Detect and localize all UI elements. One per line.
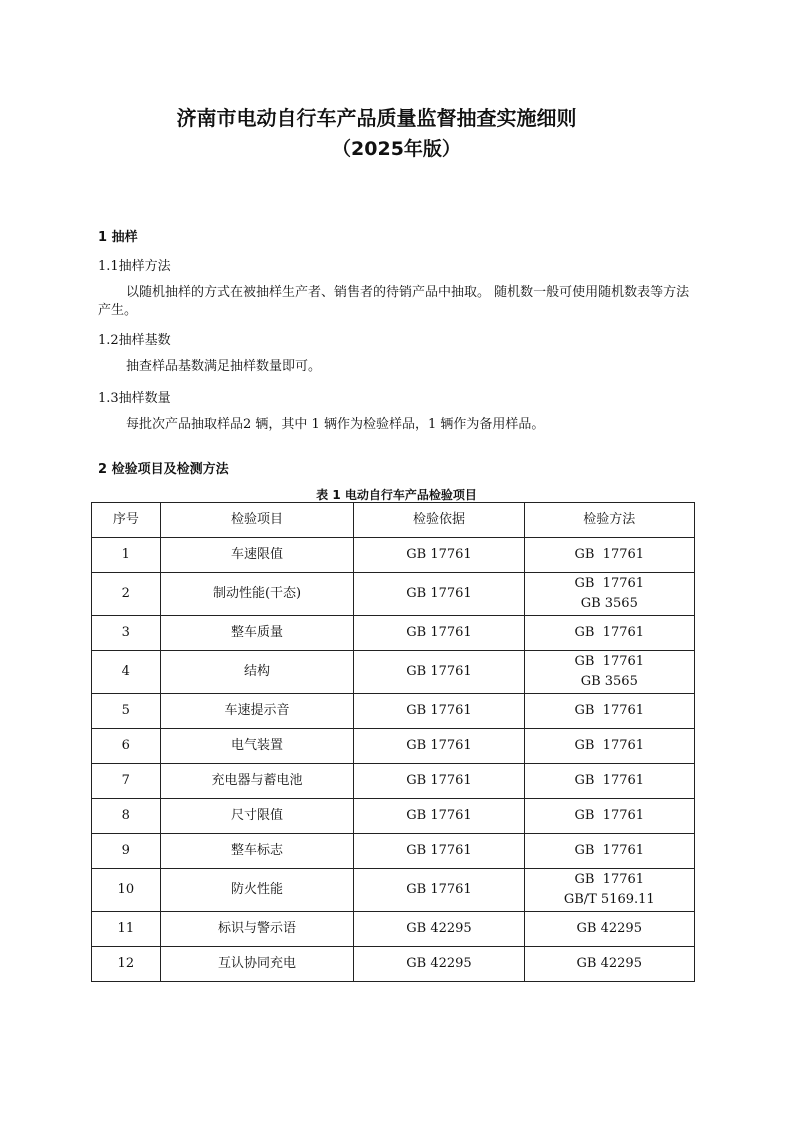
table-row: [92, 616, 695, 651]
cell-no: 5: [92, 694, 161, 729]
cell-basis: GB 17761: [354, 616, 524, 651]
method-line: GB 17761: [574, 773, 645, 788]
cell-item: 整车标志: [160, 834, 354, 869]
cell-item: 互认协同充电: [160, 947, 354, 982]
table-row: [92, 799, 695, 834]
cell-no: 2: [92, 573, 161, 616]
method-line: GB/T 5169.11: [563, 892, 655, 907]
cell-no: 4: [92, 651, 161, 694]
table-row: [92, 947, 695, 982]
method-line: GB 17761: [574, 654, 645, 669]
cell-basis: GB 42295: [354, 947, 524, 982]
cell-method: [524, 799, 694, 834]
section-1-3-text: 每批次产品抽取样品2 辆，其中 1 辆作为检验样品，1 辆作为备用样品。: [126, 417, 545, 432]
cell-no: 6: [92, 729, 161, 764]
method-line: GB 17761: [574, 872, 645, 887]
table-row: [92, 869, 695, 912]
method-line: GB 17761: [574, 625, 645, 640]
method-line: GB 42295: [576, 956, 642, 971]
method-line: GB 3565: [580, 674, 638, 689]
cell-item: 标识与警示语: [160, 912, 354, 947]
cell-item: 车速限值: [160, 538, 354, 573]
cell-method: [524, 764, 694, 799]
method-line: GB 17761: [574, 703, 645, 718]
cell-method: [524, 538, 694, 573]
cell-basis: GB 17761: [354, 799, 524, 834]
table-row: [92, 538, 695, 573]
cell-basis: GB 42295: [354, 912, 524, 947]
cell-no: 9: [92, 834, 161, 869]
table-row: [92, 651, 695, 694]
cell-no: 7: [92, 764, 161, 799]
table-caption: 表 1 电动自行车产品检验项目: [316, 488, 477, 502]
cell-basis: GB 17761: [354, 538, 524, 573]
cell-item: 车速提示音: [160, 694, 354, 729]
cell-item: 尺寸限值: [160, 799, 354, 834]
section-1-2-heading: 1.2抽样基数: [98, 333, 171, 348]
cell-basis: GB 17761: [354, 834, 524, 869]
cell-method: [524, 729, 694, 764]
cell-method: [524, 694, 694, 729]
section-1-1-text: 以随机抽样的方式在被抽样生产者、销售者的待销产品中抽取。 随机数一般可使用随机数表等方法产生。: [98, 285, 690, 318]
cell-no: 3: [92, 616, 161, 651]
cell-item: 结构: [160, 651, 354, 694]
table-row: [92, 573, 695, 616]
method-line: GB 17761: [574, 576, 645, 591]
header-item: 检验项目: [160, 503, 354, 538]
method-line: GB 3565: [580, 596, 638, 611]
cell-basis: GB 17761: [354, 869, 524, 912]
table-row: [92, 834, 695, 869]
document-subtitle: （2025年版）: [332, 138, 461, 160]
section-1-heading: 1 抽样: [98, 230, 138, 245]
method-line: GB 17761: [574, 547, 645, 562]
cell-no: 1: [92, 538, 161, 573]
section-2-heading: 2 检验项目及检测方法: [98, 462, 229, 477]
cell-method: [524, 947, 694, 982]
method-line: GB 42295: [576, 921, 642, 936]
cell-method: [524, 573, 694, 616]
cell-no: 11: [92, 912, 161, 947]
cell-method: [524, 616, 694, 651]
table-row: [92, 912, 695, 947]
table-header-row: [92, 503, 695, 538]
cell-method: [524, 869, 694, 912]
cell-item: 防火性能: [160, 869, 354, 912]
cell-method: [524, 651, 694, 694]
cell-basis: GB 17761: [354, 764, 524, 799]
header-no: 序号: [92, 503, 161, 538]
section-1-2-text: 抽查样品基数满足抽样数量即可。: [126, 359, 322, 374]
inspection-items-table: [91, 502, 695, 982]
cell-item: 充电器与蓄电池: [160, 764, 354, 799]
section-1-3-heading: 1.3抽样数量: [98, 391, 171, 406]
table-row: [92, 764, 695, 799]
cell-basis: GB 17761: [354, 694, 524, 729]
cell-no: 8: [92, 799, 161, 834]
method-line: GB 17761: [574, 738, 645, 753]
table-row: [92, 694, 695, 729]
cell-item: 制动性能(干态): [160, 573, 354, 616]
cell-item: 电气装置: [160, 729, 354, 764]
document-title: 济南市电动自行车产品质量监督抽查实施细则: [176, 106, 577, 130]
cell-item: 整车质量: [160, 616, 354, 651]
cell-method: [524, 912, 694, 947]
cell-basis: GB 17761: [354, 573, 524, 616]
cell-no: 12: [92, 947, 161, 982]
cell-no: 10: [92, 869, 161, 912]
method-line: GB 17761: [574, 808, 645, 823]
cell-basis: GB 17761: [354, 729, 524, 764]
cell-basis: GB 17761: [354, 651, 524, 694]
cell-method: [524, 834, 694, 869]
section-1-1-heading: 1.1抽样方法: [98, 259, 171, 274]
method-line: GB 17761: [574, 843, 645, 858]
header-method: 检验方法: [524, 503, 694, 538]
table-row: [92, 729, 695, 764]
header-basis: 检验依据: [354, 503, 524, 538]
